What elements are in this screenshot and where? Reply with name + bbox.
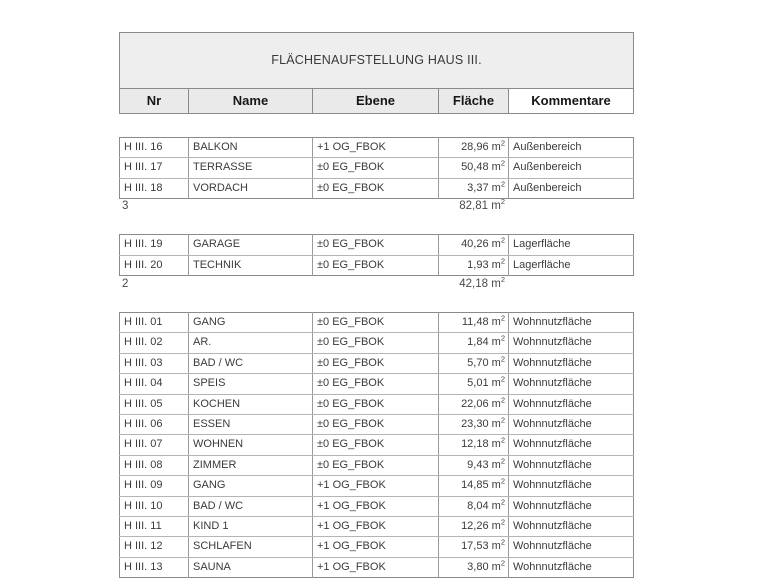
table-row[interactable]: [120, 374, 634, 394]
cell-flaeche: [439, 476, 509, 496]
flaeche-value: 17,53: [461, 540, 489, 553]
table-row[interactable]: [120, 537, 634, 557]
column-header-flaeche[interactable]: Fläche: [439, 89, 509, 114]
cell-ebene: ±0 EG_FBOK: [313, 255, 439, 275]
flaeche-unit: $m^2$: [491, 354, 505, 369]
flaeche-value: 40,26: [461, 238, 489, 251]
table-row[interactable]: [120, 517, 634, 537]
cell-name: WOHNEN: [189, 435, 313, 455]
cell-name: BAD / WC: [189, 496, 313, 516]
flaeche-unit: $m^2$: [491, 313, 505, 328]
flaeche-value: 28,96: [461, 141, 489, 153]
flaeche-value: 11,48: [461, 316, 489, 328]
cell-flaeche: [439, 333, 509, 353]
cell-flaeche: [439, 255, 509, 275]
cell-flaeche: [439, 138, 509, 158]
cell-flaeche: [439, 537, 509, 557]
subtotal-value: 82,81: [459, 200, 489, 213]
cell-kommentare: Wohnnutzfläche: [509, 313, 634, 333]
cell-ebene: ±0 EG_FBOK: [313, 415, 439, 435]
cell-name: BAD / WC: [189, 353, 313, 373]
flaeche-unit: $m^2$: [491, 435, 505, 451]
flaeche-value: 3,37: [467, 181, 489, 194]
cell-nr: H III. 11: [120, 517, 189, 537]
subtotal-row-aussenbereich: [119, 197, 633, 216]
cell-name: VORDACH: [189, 178, 313, 198]
column-header-row: [120, 89, 634, 114]
cell-kommentare: Wohnnutzfläche: [509, 415, 634, 435]
cell-kommentare: Wohnnutzfläche: [509, 333, 634, 353]
cell-name: SAUNA: [189, 557, 313, 577]
table-row[interactable]: [120, 496, 634, 516]
table-row[interactable]: [120, 158, 634, 178]
cell-name: KIND 1: [189, 517, 313, 537]
subtotal-unit: $m^2$: [491, 275, 505, 290]
flaeche-value: 14,85: [461, 479, 489, 492]
flaeche-unit: $m^2$: [491, 158, 505, 174]
cell-kommentare: Wohnnutzfläche: [509, 476, 634, 496]
subtotal-value: 42,18: [459, 278, 489, 290]
cell-flaeche: [439, 313, 509, 333]
cell-flaeche: [439, 374, 509, 394]
subtotal-sum: [438, 197, 505, 216]
cell-flaeche: [439, 455, 509, 475]
cell-nr: H III. 13: [120, 557, 189, 577]
cell-name: AR.: [189, 333, 313, 353]
cell-kommentare: Außenbereich: [509, 138, 634, 158]
cell-nr: H III. 10: [120, 496, 189, 516]
table-row[interactable]: [120, 333, 634, 353]
flaeche-unit: $m^2$: [491, 333, 505, 349]
table-row[interactable]: [120, 455, 634, 475]
cell-kommentare: Lagerfläche: [509, 255, 634, 275]
table-row[interactable]: [120, 235, 634, 255]
cell-kommentare: Wohnnutzfläche: [509, 496, 634, 516]
document-title-row: [120, 33, 634, 89]
flaeche-value: 3,80: [467, 560, 489, 573]
subtotal-row-lagerflaeche: [119, 275, 633, 294]
cell-ebene: ±0 EG_FBOK: [313, 353, 439, 373]
column-header-kommentare[interactable]: Kommentare: [509, 89, 634, 114]
cell-name: GANG: [189, 476, 313, 496]
flaeche-value: 8,04: [467, 499, 489, 512]
cell-ebene: ±0 EG_FBOK: [313, 435, 439, 455]
cell-name: BALKON: [189, 138, 313, 158]
cell-ebene: +1 OG_FBOK: [313, 557, 439, 577]
flaeche-unit: $m^2$: [491, 558, 505, 573]
cell-name: ESSEN: [189, 415, 313, 435]
cell-flaeche: [439, 235, 509, 255]
flaeche-value: 12,26: [461, 520, 489, 533]
flaeche-unit: $m^2$: [491, 235, 505, 251]
table-group-lagerflaeche: [119, 234, 634, 276]
cell-ebene: +1 OG_FBOK: [313, 496, 439, 516]
cell-nr: H III. 17: [120, 158, 189, 178]
subtotal-unit: $m^2$: [491, 197, 505, 213]
cell-nr: H III. 12: [120, 537, 189, 557]
cell-kommentare: Wohnnutzfläche: [509, 353, 634, 373]
cell-kommentare: Wohnnutzfläche: [509, 455, 634, 475]
cell-ebene: ±0 EG_FBOK: [313, 313, 439, 333]
cell-kommentare: Wohnnutzfläche: [509, 557, 634, 577]
flaeche-value: 1,93: [467, 258, 489, 271]
flaeche-unit: $m^2$: [491, 138, 505, 153]
subtotal-count: 3: [122, 200, 129, 213]
table-row[interactable]: [120, 353, 634, 373]
cell-flaeche: [439, 415, 509, 435]
flaeche-unit: $m^2$: [491, 179, 505, 194]
cell-flaeche: [439, 496, 509, 516]
table-row[interactable]: [120, 415, 634, 435]
cell-ebene: +1 OG_FBOK: [313, 537, 439, 557]
cell-nr: H III. 06: [120, 415, 189, 435]
subtotal-count: 2: [122, 278, 129, 290]
flaeche-unit: $m^2$: [491, 537, 505, 553]
cell-ebene: +1 OG_FBOK: [313, 476, 439, 496]
cell-kommentare: Wohnnutzfläche: [509, 374, 634, 394]
cell-kommentare: Lagerfläche: [509, 235, 634, 255]
table-row[interactable]: [120, 178, 634, 198]
flaeche-value: 12,18: [461, 438, 489, 451]
cell-nr: H III. 18: [120, 178, 189, 198]
cell-flaeche: [439, 158, 509, 178]
flaeche-value: 23,30: [461, 418, 489, 431]
table-row[interactable]: [120, 394, 634, 414]
cell-nr: H III. 08: [120, 455, 189, 475]
page-title: FLÄCHENAUFSTELLUNG HAUS III.: [120, 33, 634, 89]
flaeche-unit: $m^2$: [491, 497, 505, 512]
cell-nr: H III. 01: [120, 313, 189, 333]
cell-name: TECHNIK: [189, 255, 313, 275]
cell-flaeche: [439, 178, 509, 198]
cell-name: SPEIS: [189, 374, 313, 394]
cell-nr: H III. 04: [120, 374, 189, 394]
cell-nr: H III. 20: [120, 255, 189, 275]
cell-kommentare: Außenbereich: [509, 158, 634, 178]
cell-nr: H III. 05: [120, 394, 189, 414]
column-header-nr[interactable]: Nr: [120, 89, 189, 114]
cell-flaeche: [439, 435, 509, 455]
cell-nr: H III. 16: [120, 138, 189, 158]
cell-ebene: ±0 EG_FBOK: [313, 394, 439, 414]
flaeche-unit: $m^2$: [491, 394, 505, 410]
cell-kommentare: Wohnnutzfläche: [509, 537, 634, 557]
cell-ebene: ±0 EG_FBOK: [313, 235, 439, 255]
table-row[interactable]: [120, 138, 634, 158]
cell-name: ZIMMER: [189, 455, 313, 475]
cell-ebene: ±0 EG_FBOK: [313, 158, 439, 178]
flaeche-unit: $m^2$: [491, 255, 505, 271]
cell-kommentare: Wohnnutzfläche: [509, 517, 634, 537]
table-group-aussenbereich: [119, 137, 634, 199]
column-header-name[interactable]: Name: [189, 89, 313, 114]
table-row[interactable]: [120, 476, 634, 496]
cell-nr: H III. 07: [120, 435, 189, 455]
cell-nr: H III. 03: [120, 353, 189, 373]
cell-kommentare: Außenbereich: [509, 178, 634, 198]
cell-kommentare: Wohnnutzfläche: [509, 435, 634, 455]
cell-ebene: ±0 EG_FBOK: [313, 178, 439, 198]
cell-flaeche: [439, 557, 509, 577]
flaeche-value: 22,06: [461, 397, 489, 410]
cell-flaeche: [439, 353, 509, 373]
flaeche-unit: $m^2$: [491, 476, 505, 492]
cell-name: TERRASSE: [189, 158, 313, 178]
table-row[interactable]: [120, 557, 634, 577]
cell-ebene: +1 OG_FBOK: [313, 138, 439, 158]
column-header-ebene[interactable]: Ebene: [313, 89, 439, 114]
flaeche-unit: $m^2$: [491, 374, 505, 390]
cell-nr: H III. 02: [120, 333, 189, 353]
flaeche-value: 5,01: [467, 377, 489, 390]
subtotal-sum: [438, 275, 505, 294]
cell-ebene: ±0 EG_FBOK: [313, 455, 439, 475]
cell-flaeche: [439, 517, 509, 537]
table-row[interactable]: [120, 255, 634, 275]
flaeche-value: 50,48: [461, 161, 489, 174]
cell-name: KOCHEN: [189, 394, 313, 414]
table-row[interactable]: [120, 313, 634, 333]
cell-kommentare: Wohnnutzfläche: [509, 394, 634, 414]
cell-name: GANG: [189, 313, 313, 333]
cell-ebene: +1 OG_FBOK: [313, 517, 439, 537]
cell-nr: H III. 09: [120, 476, 189, 496]
cell-nr: H III. 19: [120, 235, 189, 255]
table-row[interactable]: [120, 435, 634, 455]
cell-flaeche: [439, 394, 509, 414]
flaeche-unit: $m^2$: [491, 456, 505, 471]
flaeche-value: 9,43: [467, 458, 489, 471]
table-header-block: [119, 32, 634, 114]
flaeche-value: 5,70: [467, 356, 489, 369]
flaeche-value: 1,84: [467, 336, 489, 349]
flaeche-unit: $m^2$: [491, 415, 505, 431]
cell-ebene: ±0 EG_FBOK: [313, 333, 439, 353]
cell-name: GARAGE: [189, 235, 313, 255]
cell-ebene: ±0 EG_FBOK: [313, 374, 439, 394]
flaeche-unit: $m^2$: [491, 517, 505, 533]
cell-name: SCHLAFEN: [189, 537, 313, 557]
table-group-wohnnutzflaeche: [119, 312, 634, 578]
